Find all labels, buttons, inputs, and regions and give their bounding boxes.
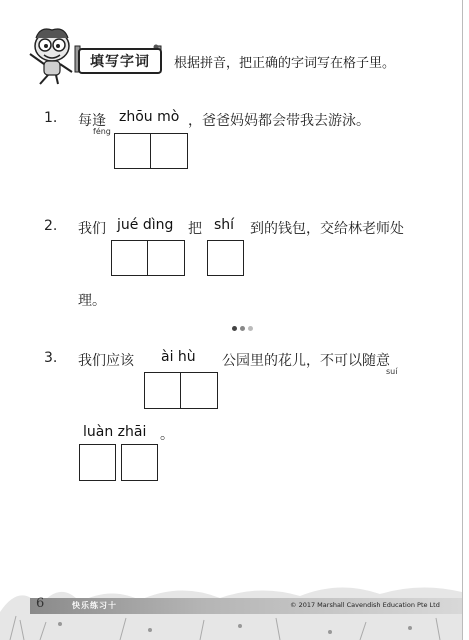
question-2-pinyin-b: shí bbox=[214, 217, 235, 233]
question-2-text-mid: 把 bbox=[188, 221, 202, 237]
answer-box[interactable] bbox=[180, 372, 218, 409]
question-1-number: 1. bbox=[44, 110, 58, 126]
page-number: 6 bbox=[36, 596, 45, 611]
question-1-text-after: ，爸爸妈妈都会带我去游泳。 bbox=[188, 113, 370, 129]
book-title: 快乐练习十 bbox=[72, 601, 117, 610]
answer-box[interactable] bbox=[150, 133, 188, 169]
question-3-text-before: 我们应该 bbox=[78, 353, 134, 369]
question-1-text-before: 每逢 bbox=[78, 113, 106, 129]
question-2-pinyin-a: jué dìng bbox=[117, 217, 174, 233]
answer-box[interactable] bbox=[114, 133, 152, 169]
question-3-text-end: 。 bbox=[160, 427, 174, 443]
answer-box[interactable] bbox=[147, 240, 185, 276]
question-1-pinyin: zhōu mò bbox=[119, 109, 180, 125]
answer-box[interactable] bbox=[121, 444, 158, 481]
answer-box[interactable] bbox=[144, 372, 182, 409]
question-3-number: 3. bbox=[44, 350, 58, 366]
question-3-text-after: 公园里的花儿，不可以随意 bbox=[222, 353, 390, 369]
question-2-text-line2: 理。 bbox=[78, 293, 106, 309]
section-divider bbox=[232, 326, 253, 331]
divider-dot bbox=[232, 326, 237, 331]
question-3-note-pinyin: suí bbox=[386, 367, 398, 376]
copyright-text: © 2017 Marshall Cavendish Education Pte Ltd bbox=[290, 601, 440, 609]
section-title: 填写字词 bbox=[78, 48, 162, 74]
answer-box[interactable] bbox=[111, 240, 149, 276]
question-3-pinyin-b: luàn zhāi bbox=[83, 424, 147, 440]
page-edge bbox=[462, 0, 463, 640]
question-2-number: 2. bbox=[44, 218, 58, 234]
divider-dot bbox=[248, 326, 253, 331]
instruction-text: 根据拼音，把正确的字词写在格子里。 bbox=[174, 56, 396, 71]
question-2-text-before: 我们 bbox=[78, 221, 106, 237]
question-1-note-pinyin: féng bbox=[93, 127, 111, 136]
question-3-pinyin-a: ài hù bbox=[161, 349, 196, 365]
answer-box[interactable] bbox=[207, 240, 244, 276]
answer-box[interactable] bbox=[79, 444, 116, 481]
question-2-text-after: 到的钱包，交给林老师处 bbox=[250, 221, 404, 237]
divider-dot bbox=[240, 326, 245, 331]
